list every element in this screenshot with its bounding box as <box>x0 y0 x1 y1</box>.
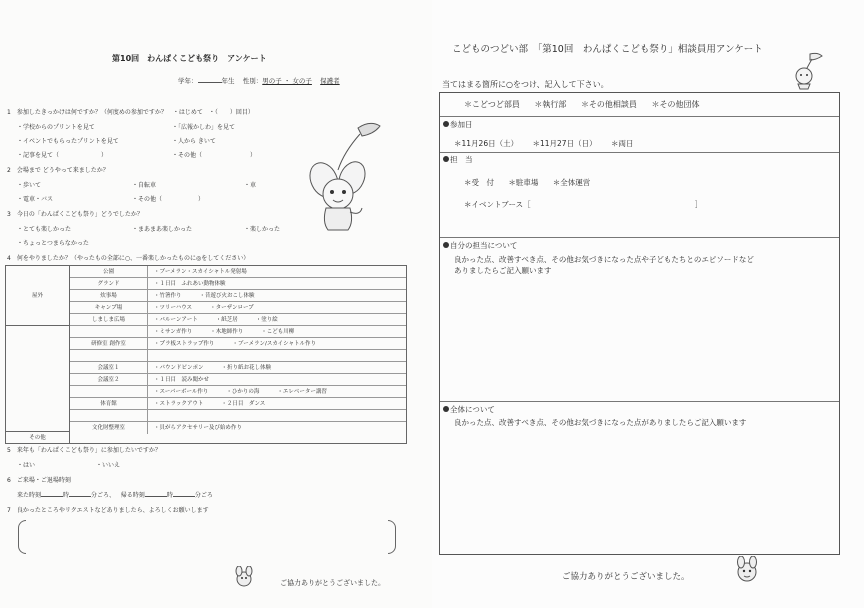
question-7: 7 良かったところやリクエストなどありましたら、よろしくお願いします <box>7 507 209 514</box>
counselor-survey-sheet <box>432 0 864 608</box>
location-cell: しましま広場 <box>70 314 148 325</box>
mascot-small-icon <box>732 556 762 586</box>
location-cell: 会議室２ <box>70 374 148 385</box>
q3-option[interactable]: ・まあまあ楽しかった <box>132 226 193 233</box>
table-row <box>70 386 406 398</box>
activity-cell <box>154 422 260 434</box>
bracket-left <box>18 520 26 554</box>
booth-close: ］ <box>694 200 703 209</box>
activity-cell <box>154 290 273 302</box>
location-cell: 公園 <box>70 266 148 277</box>
grade-gender-line <box>178 77 340 85</box>
activity-option[interactable]: ・ストラックアウト <box>154 401 204 407</box>
duty-options <box>464 177 602 189</box>
separator: 、 <box>109 492 116 499</box>
role-option[interactable]: ＊執行部 <box>534 100 567 109</box>
guardian-option[interactable]: 保護者 <box>320 77 340 85</box>
hour-label: 時 <box>166 492 173 499</box>
mascot-small-icon <box>790 52 824 90</box>
activity-cell <box>154 338 334 350</box>
location-cell: キャンプ場 <box>70 302 148 313</box>
own-duty-heading: 自分の担当について <box>443 241 517 251</box>
table-row <box>70 314 406 326</box>
activity-table <box>5 265 407 444</box>
arrive-hour-blank[interactable] <box>41 496 63 497</box>
activity-option[interactable]: ・エレベーター講習 <box>277 389 327 395</box>
table-row <box>70 398 406 410</box>
overall-heading: 全体について <box>443 405 495 415</box>
group-outdoor: 屋外 <box>6 266 70 326</box>
activity-option[interactable]: ・パウンドピンポン <box>154 365 204 371</box>
location-cell: 体育館 <box>70 398 148 409</box>
activity-option[interactable]: ・こども川柳 <box>261 329 295 335</box>
counselor-form <box>439 92 840 555</box>
survey-title: 第10回 わんぱくこども祭り アンケート <box>112 54 267 63</box>
question-2: 2 会場まで どうやって来ましたか？ <box>7 167 109 174</box>
date-options <box>454 138 645 150</box>
activity-cell <box>154 326 312 338</box>
q1-option[interactable]: ・イベントでもらったプリントを見て <box>17 138 119 145</box>
arrive-minute-blank[interactable] <box>69 496 91 497</box>
duty-option[interactable]: ＊全体運営 <box>552 178 591 187</box>
table-row <box>70 326 406 338</box>
minute-label: 分ごろ <box>194 492 213 499</box>
leave-label: 帰る時刻 <box>120 492 145 499</box>
table-row <box>70 266 406 278</box>
table-row <box>70 410 406 422</box>
overall-section[interactable] <box>440 402 839 556</box>
thanks-text: ご協力ありがとうございました。 <box>280 579 385 587</box>
role-options <box>464 99 711 111</box>
q2-option[interactable]: ・自転車 <box>132 182 157 189</box>
activity-cell <box>154 302 272 314</box>
date-section <box>440 117 839 153</box>
activity-option[interactable]: ・紙芝居 <box>215 317 238 323</box>
activity-option[interactable]: ・バルーンアート <box>154 317 198 323</box>
activity-cell <box>154 398 283 410</box>
activity-option[interactable]: ・昔遊び火おこし体験 <box>199 293 255 299</box>
bracket-right <box>388 520 396 554</box>
location-cell: 研修室 創作室 <box>70 338 148 349</box>
activity-cell <box>154 410 172 422</box>
q1-option[interactable]: ・学校からのプリントを見て <box>17 124 95 131</box>
duty-heading: 担 当 <box>443 155 473 165</box>
activity-cell <box>154 362 289 374</box>
question-5: 5 来年も「わんぱくこども祭り」に参加したいですか？ <box>7 447 161 454</box>
activity-option[interactable]: ・ブーメラン・スカイシャトル発射場 <box>154 269 247 275</box>
activity-option[interactable]: ・２日目 ダンス <box>221 401 266 407</box>
question-1: 1 参加したきっかけは何ですか？（何度めの参加ですか？ ・はじめて ・（ ）回目） <box>7 109 254 116</box>
location-cell: 会議室１ <box>70 362 148 373</box>
date-option[interactable]: ＊11月27日（日） <box>532 139 597 148</box>
activity-option[interactable]: ・ターザンロープ <box>210 305 254 311</box>
q2-option[interactable]: ・電車・バス <box>17 196 54 203</box>
thanks-text: ご協力ありがとうございました。 <box>562 572 690 582</box>
q2-option[interactable]: ・その他（ ） <box>132 196 205 203</box>
location-cell: 炊事場 <box>70 290 148 301</box>
counselor-survey-title: こどものつどい部 「第10回 わんぱくこども祭り」相談員用アンケート <box>452 44 763 55</box>
date-option[interactable]: ＊11月26日（土） <box>454 139 519 148</box>
table-row <box>70 350 406 362</box>
activity-option[interactable]: ・竹箸作り <box>154 293 182 299</box>
own-duty-text-line: ありましたらご記入願います <box>454 266 552 275</box>
bullet-icon <box>443 406 449 412</box>
activity-cell <box>154 266 265 278</box>
location-cell <box>70 410 148 421</box>
duty-option[interactable]: ＊駐車場 <box>508 178 539 187</box>
q3-option[interactable]: ・楽しかった <box>244 226 281 233</box>
booth-label[interactable]: ＊イベントブース［ <box>464 200 531 209</box>
activity-cell <box>154 278 244 290</box>
bullet-icon <box>443 242 449 248</box>
hour-label: 時 <box>63 492 70 499</box>
q5-option[interactable]: ・いいえ <box>96 462 121 469</box>
question-3: 3 今日の「わんぱくこども祭り」どうでしたか？ <box>7 211 143 218</box>
q1-option[interactable]: ・記事を見て（ ） <box>17 152 108 159</box>
time-line <box>17 492 213 500</box>
table-row <box>70 362 406 374</box>
location-cell <box>70 326 148 337</box>
comment-box[interactable] <box>18 520 396 554</box>
location-cell: グランド <box>70 278 148 289</box>
date-heading: 参加日 <box>443 120 473 130</box>
bullet-icon <box>443 156 449 162</box>
activity-option[interactable]: ・１日目 読み聞かせ <box>154 377 210 383</box>
q3-option[interactable]: ・ちょっとつまらなかった <box>17 240 89 247</box>
overall-instruction: 良かった点、改善すべき点、その他お気づきになった点がありましたらご記入願います <box>454 418 747 427</box>
bullet-icon <box>443 121 449 127</box>
duty-option[interactable]: ＊受 付 <box>464 178 494 187</box>
role-option[interactable]: ＊こどつど部員 <box>464 100 520 109</box>
leave-hour-blank[interactable] <box>145 496 167 497</box>
own-duty-text-line: 良かった点、改善すべき点、その他お気づきになった点や子どもたちとのエピソードなど <box>454 255 754 264</box>
activity-option[interactable]: ・木地師作り <box>210 329 244 335</box>
table-row <box>70 422 406 434</box>
table-row <box>70 290 406 302</box>
location-cell: 文化財整理室 <box>70 422 148 434</box>
activity-option[interactable]: ・ブーメラン/スカイシャトル作り <box>232 341 317 347</box>
q1-option[interactable]: ・「広報かしわ」を見て <box>172 124 236 131</box>
minute-label: 分ごろ <box>91 492 110 499</box>
location-cell <box>70 386 148 397</box>
duty-section <box>440 153 839 238</box>
activity-option[interactable]: ・ツリーハウス <box>154 305 193 311</box>
instruction-text: 当てはまる箇所に○をつけ、記入して下さい。 <box>442 80 609 89</box>
table-row <box>70 302 406 314</box>
question-4: 4 何をやりましたか？（やったもの全部に○、一番楽しかったものに◎をしてください） <box>7 255 250 262</box>
role-option[interactable]: ＊その他団体 <box>651 100 700 109</box>
own-duty-instruction <box>454 254 754 276</box>
activity-cell <box>154 314 296 326</box>
group-other: その他 <box>6 432 70 444</box>
activity-option[interactable]: ・折り紙お花し体験 <box>221 365 272 371</box>
q3-option[interactable]: ・とても楽しかった <box>17 226 72 233</box>
q5-option[interactable]: ・はい <box>17 462 36 469</box>
q2-option[interactable]: ・車 <box>244 182 257 189</box>
activity-option[interactable]: ・１日目 ふれあい動物体験 <box>154 281 226 287</box>
own-duty-section[interactable] <box>440 238 839 402</box>
location-cell <box>70 350 148 361</box>
gender-options[interactable]: 男の子 ・ 女の子 <box>262 77 312 85</box>
mascot-small-icon <box>232 566 256 590</box>
activity-cell <box>154 374 227 386</box>
q1-option[interactable]: ・人から きいて <box>172 138 216 145</box>
role-option[interactable]: ＊その他相談員 <box>580 100 637 109</box>
table-row <box>70 278 406 290</box>
role-section <box>440 93 839 117</box>
arrive-label: 来た時刻 <box>17 492 42 499</box>
leave-minute-blank[interactable] <box>173 496 195 497</box>
activity-option[interactable]: ・スーパーボール作り <box>154 389 209 395</box>
grade-label: 学年： <box>178 77 198 85</box>
q2-option[interactable]: ・歩いて <box>17 182 42 189</box>
activity-option[interactable]: ・プラ板ストラップ作り <box>154 341 215 347</box>
grade-blank[interactable] <box>198 82 222 83</box>
activity-option[interactable]: ・貝がらアクセサリー及び始め作り <box>154 425 242 431</box>
grade-suffix: 年生 <box>221 77 235 85</box>
q1-option[interactable]: ・その他（ ） <box>172 152 257 159</box>
activity-option[interactable]: ・ミサンガ作り <box>154 329 193 335</box>
booth-line <box>464 199 714 211</box>
activity-option[interactable]: ・ひかりの海 <box>226 389 260 395</box>
activity-cell <box>154 386 345 398</box>
table-row <box>70 338 406 350</box>
activity-cell <box>154 350 172 362</box>
mascot-illustration <box>298 118 390 238</box>
table-row <box>70 374 406 386</box>
date-option[interactable]: ＊両日 <box>610 139 634 148</box>
question-6: 6 ご来場・ご退場時刻 <box>7 477 71 484</box>
group-indoor <box>6 326 70 432</box>
activity-option[interactable]: ・塗り絵 <box>255 317 278 323</box>
gender-label: 性別： <box>242 77 263 85</box>
